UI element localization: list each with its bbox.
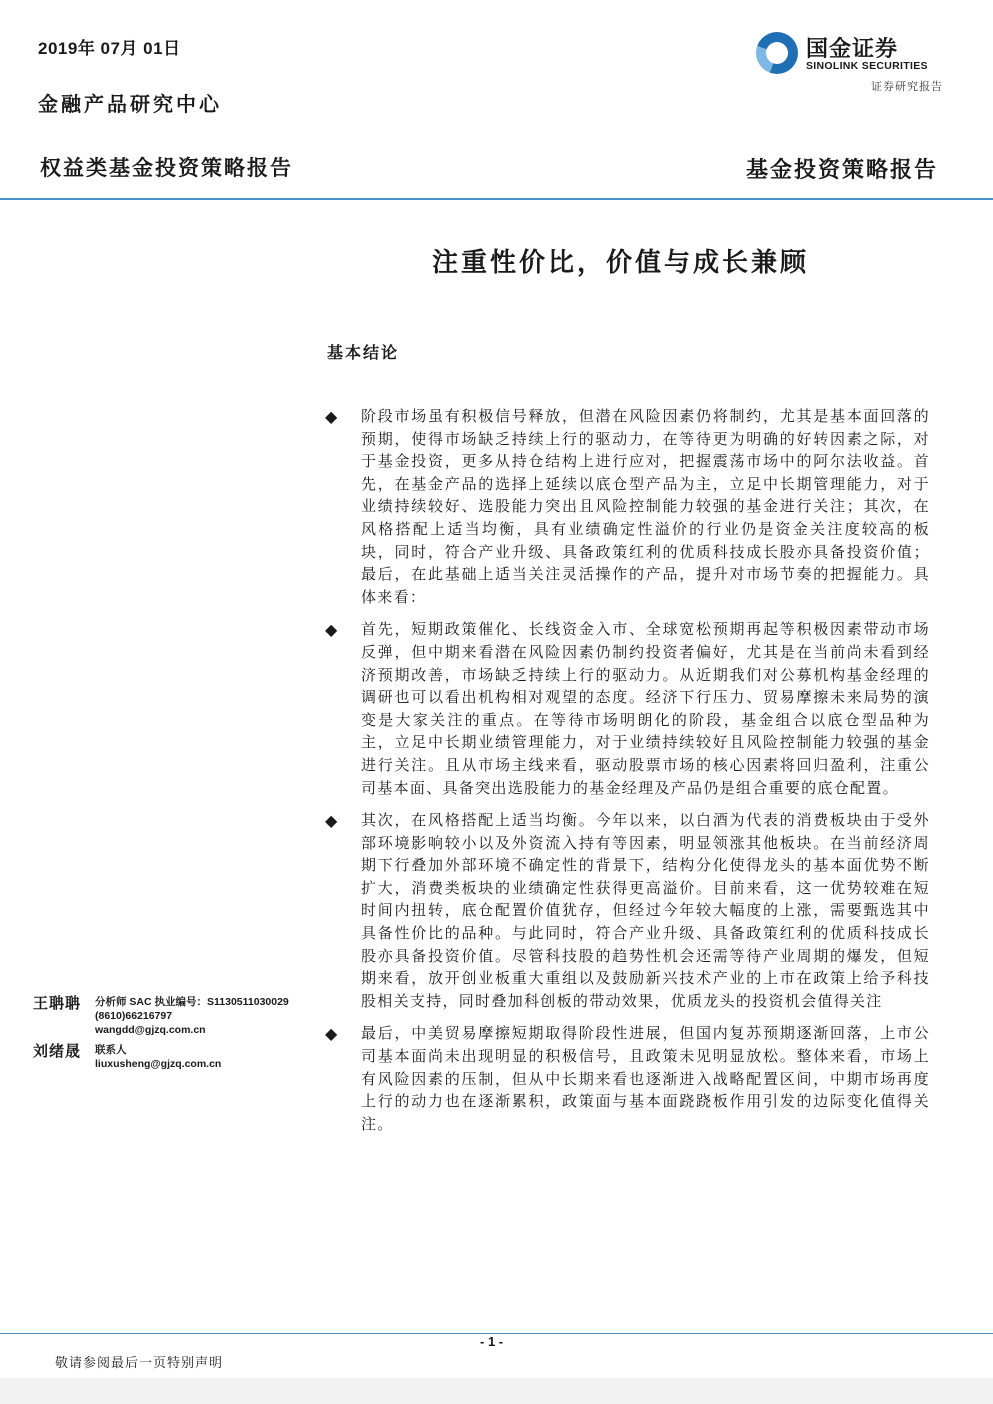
analyst-credential: 分析师 SAC 执业编号：S1130511030029 xyxy=(95,996,289,1008)
page-number: - 1 - xyxy=(480,1334,504,1349)
analyst-role: 联系人 xyxy=(95,1044,127,1056)
logo-name-en: SINOLINK SECURITIES xyxy=(806,60,928,72)
list-item xyxy=(325,618,930,799)
analyst-panel xyxy=(33,992,293,1086)
analyst-entry xyxy=(33,992,293,1040)
diamond-bullet-icon: ◆ xyxy=(325,1024,338,1044)
header-divider xyxy=(0,198,993,200)
paragraph: 其次，在风格搭配上适当均衡。今年以来，以白酒为代表的消费板块由于受外部环境影响较小以及外资流入持有等因素，明显领涨其他板块。在当前经济周期下行叠加外部环境不确定性的背景下，结构分化使得龙头的基本面优势不断扩大，消费类板块的业绩确定性获得更高溢价。目前来看，这一优势较难在短时间内扭转，底仓配置价值犹存，但经过今年较大幅度的上涨，需要甄选其中具备性价比的品种。与此同时，符合产业升级、具备政策红利的优质科技成长股亦具备投资价值。尽管科技股的趋势性机会还需等待产业周期的爆发，但短期来看，放开创业板重大重组以及鼓励新兴技术产业的上市在政策上给予科技股相关支持，同时叠加科创板的带动效果，优质龙头的投资机会值得关注 xyxy=(361,811,930,1010)
paragraph: 最后，中美贸易摩擦短期取得阶段性进展，但国内复苏预期逐渐回落，上市公司基本面尚未出现明显的积极信号，且政策未见明显放松。整体来看，市场上有风险因素的压制，但从中长期来看也逐渐进入战略配置区间，中期市场再度上行的动力也在逐渐累积，政策面与基本面跷跷板作用引发的边际变化值得关注。 xyxy=(361,1024,930,1133)
research-center-name: 金融产品研究中心 xyxy=(38,92,222,116)
analyst-email[interactable]: wangdd@gjzq.com.cn xyxy=(95,1024,206,1036)
paragraph: 首先，短期政策催化、长线资金入市、全球宽松预期再起等积极因素带动市场反弹，但中期来看潜在风险因素仍制约投资者偏好，尤其是在当前尚未看到经济预期改善，市场缺乏持续上行的驱动力。从近期我们对公募机构基金经理的调研也可以看出机构相对观望的态度。经济下行压力、贸易摩擦未来局势的演变是大家关注的重点。在等待市场明朗化的阶段，基金组合以底仓型品种为主，立足中长期业绩管理能力，对于业绩持续较好且风险控制能力较强的基金进行关注。且从市场主线来看，驱动股票市场的核心因素将回归盈利，注重公司基本面、具备突出选股能力的基金经理及产品仍是组合重要的底仓配置。 xyxy=(361,620,930,797)
sinolink-logo-icon xyxy=(756,32,798,74)
analyst-details xyxy=(95,1043,221,1071)
report-category-right: 基金投资策略报告 xyxy=(745,157,938,183)
analyst-details xyxy=(95,995,289,1037)
diamond-bullet-icon: ◆ xyxy=(325,407,338,426)
analyst-name: 刘绪晟 xyxy=(33,1042,82,1060)
report-title: 注重性价比，价值与成长兼顾 xyxy=(432,248,810,278)
logo-name-cn: 国金证券 xyxy=(806,37,899,62)
company-logo xyxy=(756,30,946,78)
analyst-email[interactable]: liuxusheng@gjzq.com.cn xyxy=(95,1058,222,1070)
conclusion-list xyxy=(325,405,930,1145)
list-item xyxy=(325,405,930,608)
diamond-bullet-icon: ◆ xyxy=(325,620,338,640)
report-category-left: 权益类基金投资策略报告 xyxy=(40,155,293,180)
disclaimer-note: 敬请参阅最后一页特别声明 xyxy=(55,1356,224,1371)
paragraph: 阶段市场虽有积极信号释放，但潜在风险因素仍将制约，尤其是基本面回落的预期，使得市场缺乏持续上行的驱动力，在等待更为明确的好转因素之际，对于基金投资，更多从持仓结构上进行应对，把握震荡市场中的阿尔法收益。首先，在基金产品的选择上延续以底仓型产品为主，立足中长期管理能力，对于业绩持续较好、选股能力突出且风险控制能力较强的基金进行关注；其次，在风格搭配上适当均衡，具有业绩确定性溢价的行业仍是资金关注度较高的板块，同时，符合产业升级、具备政策红利的优质科技成长股亦具备投资价值；最后，在此基础上适当关注灵活操作的产品，提升对市场节奏的把握能力。具体来看： xyxy=(361,407,930,606)
analyst-entry xyxy=(33,1040,293,1086)
analyst-name: 王聃聃 xyxy=(33,994,82,1012)
report-date: 2019年 07月 01日 xyxy=(38,39,181,58)
list-item xyxy=(325,1022,930,1135)
logo-subtitle: 证券研究报告 xyxy=(871,80,943,93)
section-heading: 基本结论 xyxy=(327,343,400,362)
list-item xyxy=(325,809,930,1012)
footer-band xyxy=(0,1378,993,1404)
analyst-phone: (8610)66216797 xyxy=(95,1010,173,1022)
diamond-bullet-icon: ◆ xyxy=(325,811,338,831)
